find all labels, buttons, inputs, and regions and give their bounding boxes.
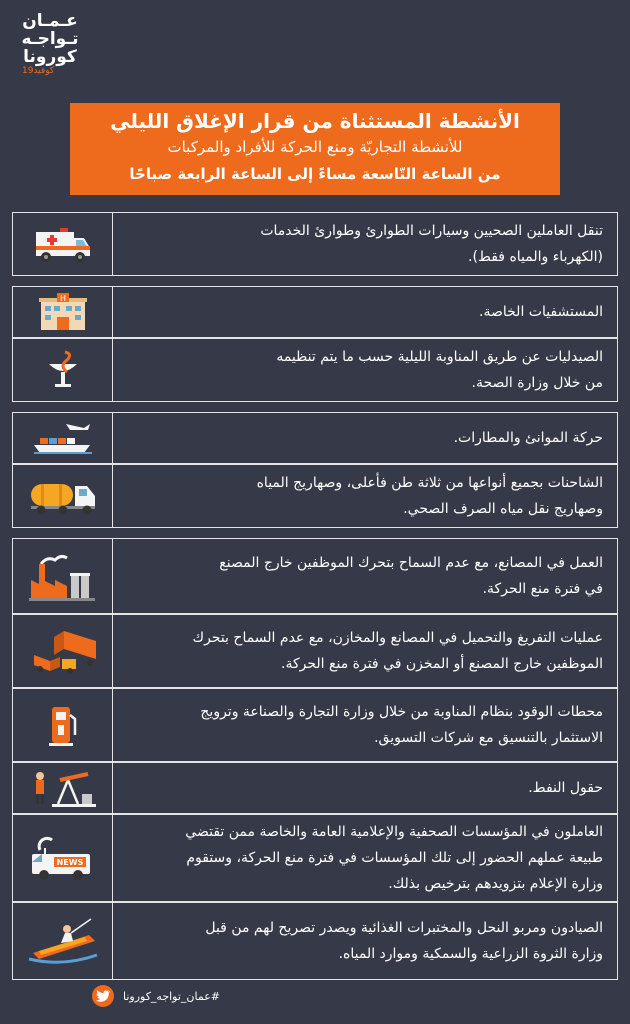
list-item bbox=[12, 902, 618, 980]
list-item bbox=[12, 538, 618, 614]
list-item-text bbox=[111, 213, 617, 275]
list-item-text bbox=[111, 539, 617, 613]
item-line: وصهاريج نقل مياه الصرف الصحي. bbox=[403, 501, 603, 517]
page-title: الأنشطة المستثناة من قرار الإغلاق الليلي bbox=[110, 109, 520, 133]
list-item-text bbox=[111, 413, 617, 463]
forklift-icon bbox=[13, 615, 113, 687]
page-subtitle-1: للأنشطة التجاريّة ومنع الحركة للأفراد والمركبات bbox=[167, 138, 463, 156]
list-item bbox=[12, 338, 618, 402]
list-item-text bbox=[111, 903, 617, 979]
logo bbox=[20, 12, 80, 77]
list-item bbox=[12, 762, 618, 814]
list-item bbox=[12, 614, 618, 688]
fuel-pump-icon bbox=[13, 689, 113, 761]
list-item-text bbox=[111, 339, 617, 401]
list-item bbox=[12, 688, 618, 762]
item-line: حركة الموانئ والمطارات. bbox=[453, 430, 603, 446]
twitter-icon bbox=[92, 985, 114, 1007]
hashtag-text: #عمان_تواجه_كورونا bbox=[122, 989, 220, 1003]
item-line: عمليات التفريغ والتحميل في المصانع والمخازن، مع عدم السماح بتحرك bbox=[192, 630, 603, 646]
hospital-icon bbox=[13, 287, 113, 337]
item-line: الصيادون ومربو النحل والمختبرات الغذائية ويصدر تصريح لهم من قبل bbox=[205, 920, 603, 936]
item-line: الموظفين خارج المصنع أو المخزن في فترة منع الحركة. bbox=[281, 656, 603, 672]
list-item bbox=[12, 814, 618, 902]
item-line: وزارة الإعلام بتزويدهم بترخيص بذلك. bbox=[388, 876, 603, 892]
item-line: وزارة الثروة الزراعية والسمكية وموارد المياه. bbox=[338, 946, 603, 962]
item-line: العاملون في المؤسسات الصحفية والإعلامية العامة والخاصة ممن تقتضي bbox=[185, 824, 603, 840]
list-item-text bbox=[111, 763, 617, 813]
factory-icon bbox=[13, 539, 113, 613]
item-line: العمل في المصانع، مع عدم السماح بتحرك الموظفين خارج المصنع bbox=[219, 555, 603, 571]
tanker-truck-icon bbox=[13, 465, 113, 527]
fishing-boat-icon bbox=[13, 903, 113, 979]
item-line: طبيعة عملهم الحضور إلى تلك المؤسسات في فترة منع الحركة، وستقوم bbox=[186, 850, 603, 866]
list-item bbox=[12, 464, 618, 528]
logo-line-4: كوفيد19 bbox=[22, 66, 55, 76]
item-line: حقول النفط. bbox=[528, 780, 603, 796]
list-item bbox=[12, 412, 618, 464]
item-line: في فترة منع الحركة. bbox=[482, 581, 603, 597]
list-item-text bbox=[111, 465, 617, 527]
svg-text:H: H bbox=[59, 294, 66, 303]
item-line: المستشفيات الخاصة. bbox=[479, 304, 603, 320]
header-banner bbox=[70, 103, 560, 195]
item-line: محطات الوقود بنظام المناوبة من خلال وزارة التجارة والصناعة وترويج bbox=[200, 704, 603, 720]
news-van-icon bbox=[13, 815, 113, 901]
ambulance-icon bbox=[13, 213, 113, 275]
item-line: الاستثمار بالتنسيق مع شركات التسويق. bbox=[374, 730, 603, 746]
list-item-text bbox=[111, 689, 617, 761]
list-item-text bbox=[111, 815, 617, 901]
logo-line-3: كورونا bbox=[23, 47, 77, 67]
item-line: (الكهرباء والمياه فقط). bbox=[468, 249, 603, 265]
pharmacy-icon bbox=[13, 339, 113, 401]
logo-line-2: تـواجـه bbox=[21, 29, 79, 49]
oil-field-icon bbox=[13, 763, 113, 813]
list-item-text bbox=[111, 615, 617, 687]
ship-plane-icon bbox=[13, 413, 113, 463]
item-line: الصيدليات عن طريق المناوبة الليلية حسب ما يتم تنظيمه bbox=[276, 349, 603, 365]
list-item-text bbox=[111, 287, 617, 337]
page-subtitle-2: من الساعة التّاسعة مساءً إلى الساعة الرابعة صباحًا bbox=[129, 165, 501, 183]
item-line: تنقل العاملين الصحيين وسيارات الطوارئ وطوارئ الخدمات bbox=[260, 223, 603, 239]
svg-text:NEWS: NEWS bbox=[56, 858, 83, 867]
item-line: من خلال وزارة الصحة. bbox=[471, 375, 603, 391]
logo-line-1: عـمـان bbox=[22, 11, 78, 31]
item-line: الشاحنات بجميع أنواعها من ثلاثة طن فأعلى، وصهاريج المياه bbox=[256, 475, 603, 491]
footer-hashtag bbox=[92, 983, 220, 1009]
list-item bbox=[12, 286, 618, 338]
list-item bbox=[12, 212, 618, 276]
